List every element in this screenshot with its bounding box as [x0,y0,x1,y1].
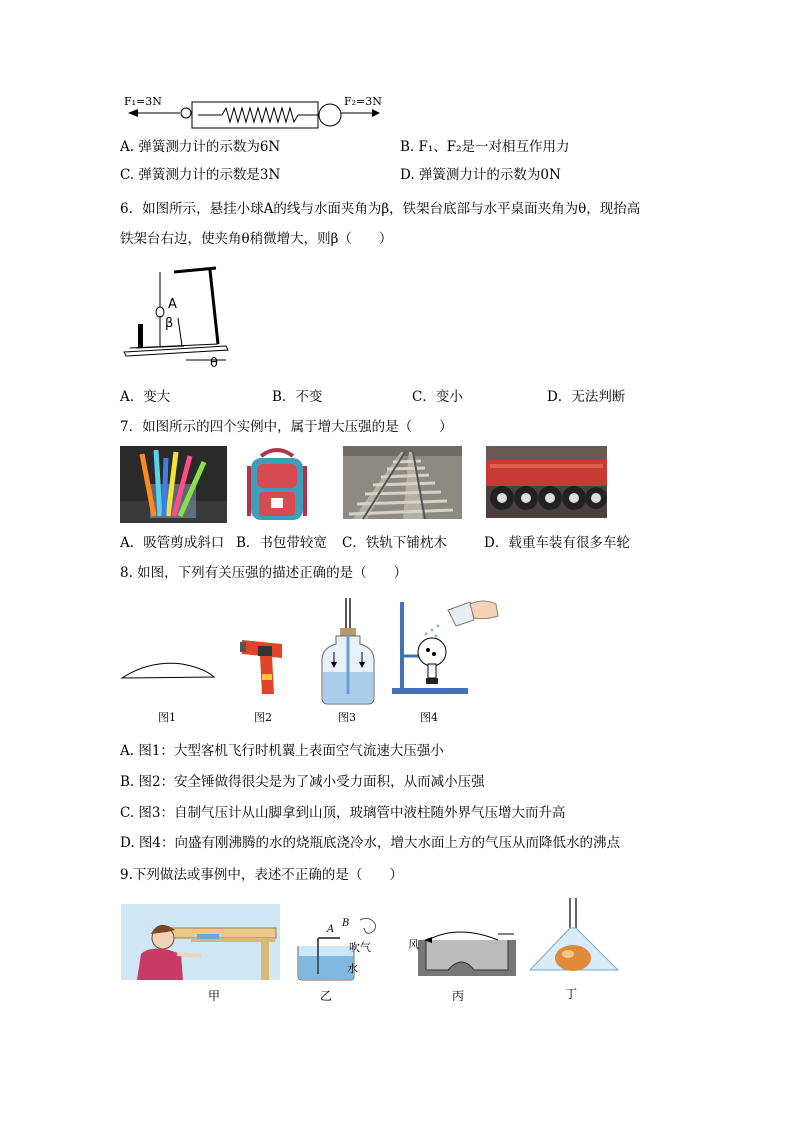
q6-option-b: B．不变 [272,389,323,405]
q7-option-b: B．书包带较宽 [236,535,327,551]
q8-stem: 8. 如图，下列有关压强的描述正确的是（ ） [120,565,408,581]
theta-label: θ [210,356,218,371]
beta-label: β [165,316,174,331]
straws-photo [120,446,227,523]
fig-yi-caption: 乙 [320,989,333,1003]
backpack-photo [243,446,311,524]
q5-option-a: A. 弹簧测力计的示数为6N [120,139,281,155]
fig3-caption: 图3 [338,711,356,724]
fig-jia-caption: 甲 [208,989,221,1003]
q5-option-b: B. F₁、F₂是一对相互作用力 [400,139,570,155]
q7-stem: 7．如图所示的四个实例中，属于增大压强的是（ ） [120,419,453,435]
barometer-bottle-figure [318,598,378,708]
tube-label-a: A [327,924,335,935]
wind-label: 风 [408,938,419,951]
railway-photo [343,446,462,519]
q7-option-d: D．载重车装有很多车轮 [484,535,630,551]
q5-option-d: D. 弹簧测力计的示数为0N [400,167,561,183]
fig2-caption: 图2 [254,711,272,724]
q6-stem-line1: 6．如图所示，悬挂小球A的线与水面夹角为β，铁架台底部与水平桌面夹角为θ，现抬高 [120,201,641,217]
flask-pouring-figure [388,598,500,698]
blow-label: 吹气 [349,941,371,954]
f2-label: F₂=3N [344,95,382,108]
safety-hammer-figure [238,634,286,698]
q8-option-d: D. 图4：向盛有刚沸腾的水的烧瓶底浇冷水，增大水面上方的气压从而降低水的沸点 [120,835,621,851]
wing-figure [120,660,216,682]
f1-label: F₁=3N [124,95,162,108]
fig1-caption: 图1 [158,711,176,724]
fig-bing-caption: 丙 [452,989,465,1003]
girl-table-figure [121,904,280,980]
q8-option-c: C. 图3：自制气压计从山脚拿到山顶，玻璃管中液柱随外界气压增大而升高 [120,805,566,821]
funnel-ball-figure [526,898,622,978]
tube-label-b: B [342,918,350,929]
heavy-truck-photo [486,446,607,518]
q6-option-d: D．无法判断 [547,389,626,405]
q5-option-c: C. 弹簧测力计的示数是3N [120,167,281,183]
q8-option-b: B. 图2：安全锤做得很尖是为了减小受力面积，从而减小压强 [120,774,485,790]
ball-label: A [168,297,177,312]
q6-option-a: A．变大 [120,389,171,405]
q6-option-c: C．变小 [412,389,463,405]
water-label: 水 [347,962,358,975]
fig-ding-caption: 丁 [565,987,578,1001]
q9-stem: 9.下列做法或事例中，表述不正确的是（ ） [120,867,403,883]
burrow-wind-figure [418,930,516,976]
fig4-caption: 图4 [420,711,438,724]
q6-stem-line2: 铁架台右边，使夹角θ稍微增大，则β（ ） [120,231,393,247]
q8-option-a: A. 图1：大型客机飞行时机翼上表面空气流速大压强小 [120,743,444,759]
q7-option-c: C．铁轨下铺枕木 [342,535,447,551]
q7-option-a: A．吸管剪成斜口 [120,535,225,551]
